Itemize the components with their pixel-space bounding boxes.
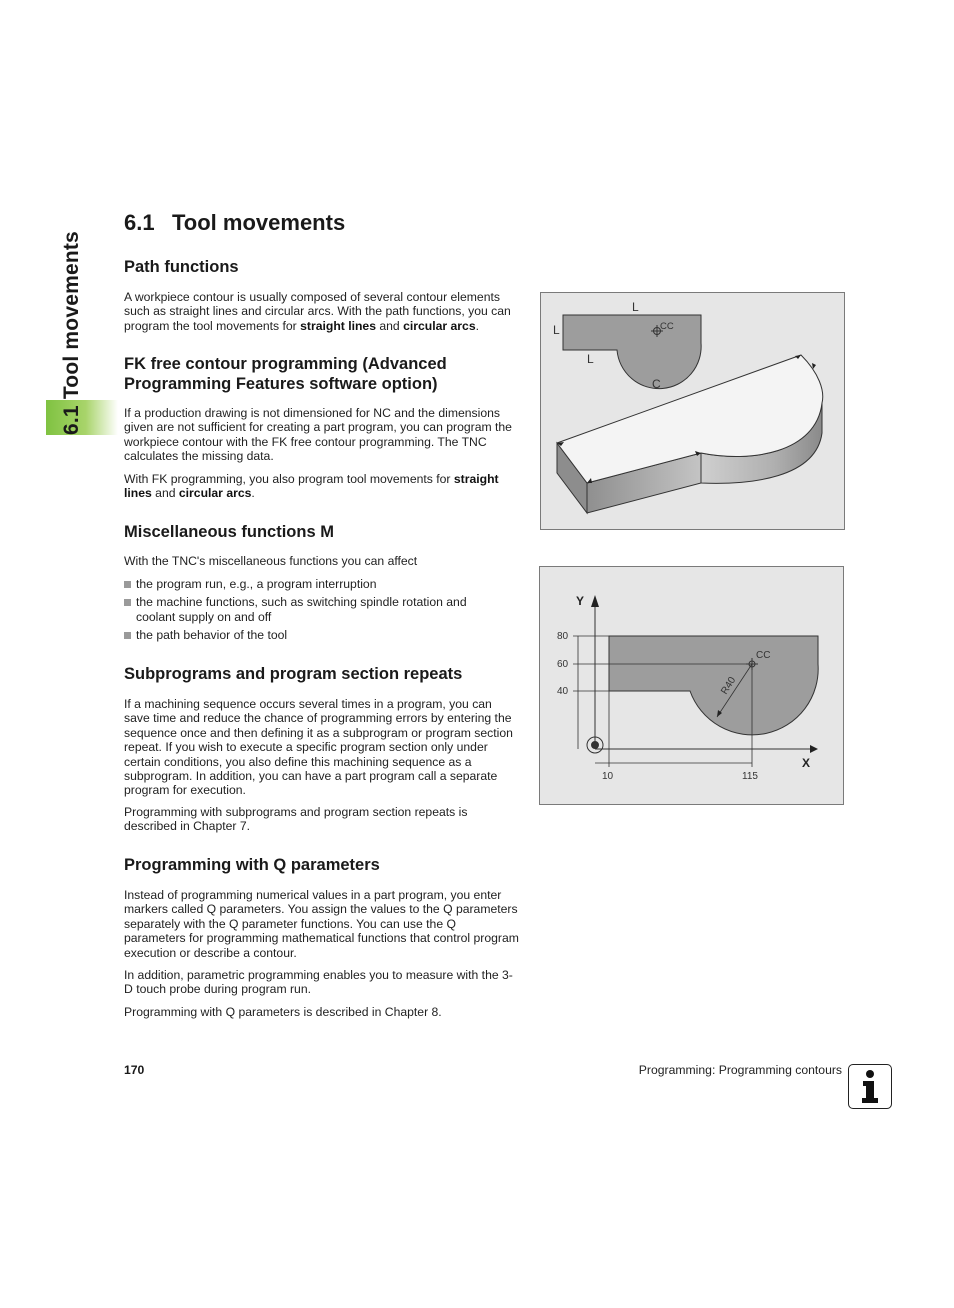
bold-term: straight lines [124,472,499,501]
text-run: and [151,486,179,501]
x-axis-arrow-icon [810,745,818,753]
info-glyph [849,1065,891,1108]
label-l-top: L [632,300,639,314]
sketch-contour [563,315,701,389]
bullet-square-icon [124,632,131,639]
qparams-paragraph-3: Programming with Q parameters is described in Chapter 8. [124,1005,442,1019]
section-number: 6.1 [124,210,155,235]
list-item-text: the path behavior of the tool [136,628,288,643]
contour-coordinates-drawing [540,567,843,804]
path-functions-paragraph [124,290,520,333]
axis-label-x: X [802,756,811,770]
label-c: C [652,377,661,391]
list-item-text: the machine functions, such as switching spindle rotation and coolant supply on and off [136,595,467,624]
path-functions-drawing [541,293,844,529]
page-number: 170 [124,1063,145,1077]
heading-fk-programming [124,354,524,394]
fk-paragraph-2 [124,472,520,501]
y-tick-60: 60 [557,659,569,670]
subprograms-paragraph-1: If a machining sequence occurs several times in a program, you can save time and reduce the chance of programming errors by entering the sequence once and then defining it as a subprogram or program section repeat. If you wish to execute a specific program section only under certain conditions, you also define this machining sequence as a subprogram. In addition, you can have a part program call a separate program for execution. [124,697,513,798]
section-title [124,208,345,238]
x-tick-10: 10 [602,771,614,782]
text-run: . [475,318,479,333]
running-title: Programming: Programming contours [638,1063,842,1077]
figure-contour-coordinates [539,566,844,805]
heading-line: Programming Features software option) [124,375,438,393]
contour-shape [609,636,818,735]
label-l-left: L [553,323,560,337]
label-radius: R40 [719,675,739,697]
y-tick-80: 80 [557,631,569,642]
heading-line: FK free contour programming (Advanced [124,355,447,373]
text-run: and [375,318,404,333]
qparams-paragraph-1: Instead of programming numerical values in a part program, you enter markers called Q parameters. You assign the values to the Q parameters separately with the Q parameter functions. You can use the Q parameters for programming mathematical functions that control program execution or describe a contour. [124,888,519,960]
list-item [124,628,504,642]
list-item-text: the program run, e.g., a program interruption [136,577,377,591]
bullet-square-icon [124,581,131,588]
bold-term: circular arcs [178,486,252,501]
fk-paragraph-1: If a production drawing is not dimensioned for NC and the dimensions given are not sufficient for creating a part program, you can program the workpiece contour with the FK free contour programming. The TNC calculates the missing data. [124,406,512,464]
heading-misc-functions: Miscellaneous functions M [124,523,334,541]
chapter-side-tab [46,207,118,435]
heading-subprograms: Subprograms and program section repeats [124,665,463,683]
axis-label-y: Y [576,594,585,608]
text-run: With FK programming, you also program tool movements for [124,472,454,486]
y-tick-40: 40 [557,686,569,697]
section-title-text: Tool movements [172,210,346,235]
label-l-bottom: L [587,352,594,366]
heading-path-functions: Path functions [124,258,239,276]
y-axis-arrow-icon [591,595,599,607]
bullet-square-icon [124,599,131,606]
figure-path-functions [540,292,845,530]
side-tab-label: 6.1 Tool movements [60,231,83,435]
list-item [124,577,504,591]
info-icon [848,1064,892,1109]
label-cc: CC [660,321,674,332]
x-tick-115: 115 [742,771,758,782]
list-item [124,595,504,624]
misc-intro: With the TNC's miscellaneous functions you can affect [124,554,418,568]
bold-term: straight lines [300,318,376,333]
misc-list [124,577,504,643]
label-cc: CC [756,650,771,661]
text-run: . [251,486,255,501]
qparams-paragraph-2: In addition, parametric programming enables you to measure with the 3-D touch probe during program run. [124,968,513,997]
text-run: A workpiece contour is usually composed of several contour elements such as straight lines and circular arcs. With the path functions, you can program the tool movements for [124,290,511,333]
subprograms-paragraph-2: Programming with subprograms and program section repeats is described in Chapter 7. [124,805,468,834]
heading-q-parameters: Programming with Q parameters [124,856,380,874]
bold-term: circular arcs [403,318,476,333]
